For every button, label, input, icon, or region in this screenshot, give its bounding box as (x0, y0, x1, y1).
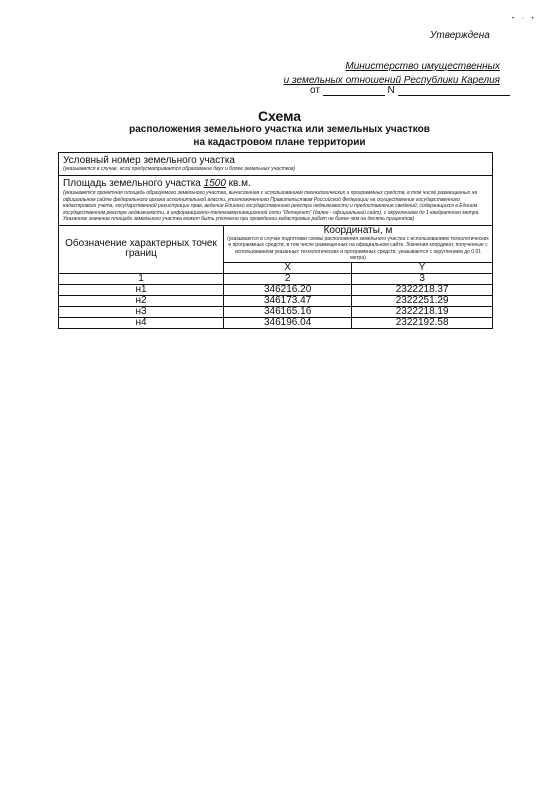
coords-header: Координаты, м (323, 224, 393, 236)
points-header: Обозначение характерных точек границ (59, 226, 224, 274)
from-label: от (310, 85, 320, 96)
coordinates-table (59, 226, 492, 328)
y-value: 2322192.58 (352, 317, 492, 328)
index-cell: 2 (224, 273, 352, 284)
point-name: н3 (59, 306, 224, 317)
ministry-block (270, 60, 500, 88)
x-header: X (224, 262, 352, 273)
conditional-number-note: (указывается в случае, если предусматривается образование двух и более земельных участков) (63, 166, 296, 172)
y-value: 2322218.19 (352, 306, 492, 317)
ministry-line-2: и земельных отношений Республики Карелия (283, 75, 500, 86)
approved-label: Утверждена (430, 30, 490, 41)
table-row (59, 295, 492, 306)
conditional-number-row (59, 153, 492, 176)
y-header: Y (352, 262, 492, 273)
x-value: 346196.04 (224, 317, 352, 328)
number-blank (398, 85, 510, 96)
scheme-table-frame (58, 152, 493, 329)
x-value: 346173.47 (224, 295, 352, 306)
index-cell: 1 (59, 273, 224, 284)
date-blank (323, 85, 385, 96)
table-row (59, 284, 492, 295)
table-row (59, 317, 492, 328)
document-title: Схема (257, 108, 302, 124)
coords-note: (указываются в случае подготовки схемы расположения земельного участка с использованием технологических и программных средств, в том числе размещенных на официальном сайте. Значения координат, полученные с использованием указанных технологических и программных средств, указываются с округлением до 0,01 метра) (227, 235, 489, 261)
subtitle-line-2: на кадастровом плане территории (193, 137, 366, 148)
ministry-line-1: Министерство имущественных (345, 61, 500, 72)
document-subtitle (0, 123, 559, 149)
number-label: N (387, 85, 395, 96)
x-value: 346165.16 (224, 306, 352, 317)
point-name: н2 (59, 295, 224, 306)
area-note: (указывается проектная площадь образуемого земельного участка, вычисленная с использованием технологических и программных средств, в том числе размещенных на официальном сайте федерального органа исполнительной власти, уполномоченного Правительством Российской Федерации на осуществление государственного кадастрового учета, государственной регистрации прав, ведение Единого государственного реестра недвижимости и предоставление сведений, содержащихся в Едином государственном реестре недвижимости, в информационно-телекоммуникационной сети "Интернет" (далее - официальный сайт), с округлением до 1 квадратного метра. Указанное значение площади земельного участка может быть уточнено при проведении кадастровых работ не более чем на десять процентов) (63, 190, 480, 222)
scan-marks: • ◦ • (512, 16, 537, 22)
coords-header-cell (224, 226, 493, 263)
area-value: 1500 (203, 178, 226, 189)
area-row (59, 176, 492, 226)
index-row (59, 273, 492, 284)
area-label: Площадь земельного участка (63, 178, 201, 189)
date-number-line (310, 85, 510, 96)
y-value: 2322251.29 (352, 295, 492, 306)
subtitle-line-1: расположения земельного участка или земельных участков (129, 124, 430, 135)
area-unit: кв.м. (228, 178, 251, 189)
index-cell: 3 (352, 273, 492, 284)
point-name: н4 (59, 317, 224, 328)
x-value: 346216.20 (224, 284, 352, 295)
conditional-number-label: Условный номер земельного участка (63, 155, 235, 166)
y-value: 2322218.37 (352, 284, 492, 295)
table-row (59, 306, 492, 317)
point-name: н1 (59, 284, 224, 295)
